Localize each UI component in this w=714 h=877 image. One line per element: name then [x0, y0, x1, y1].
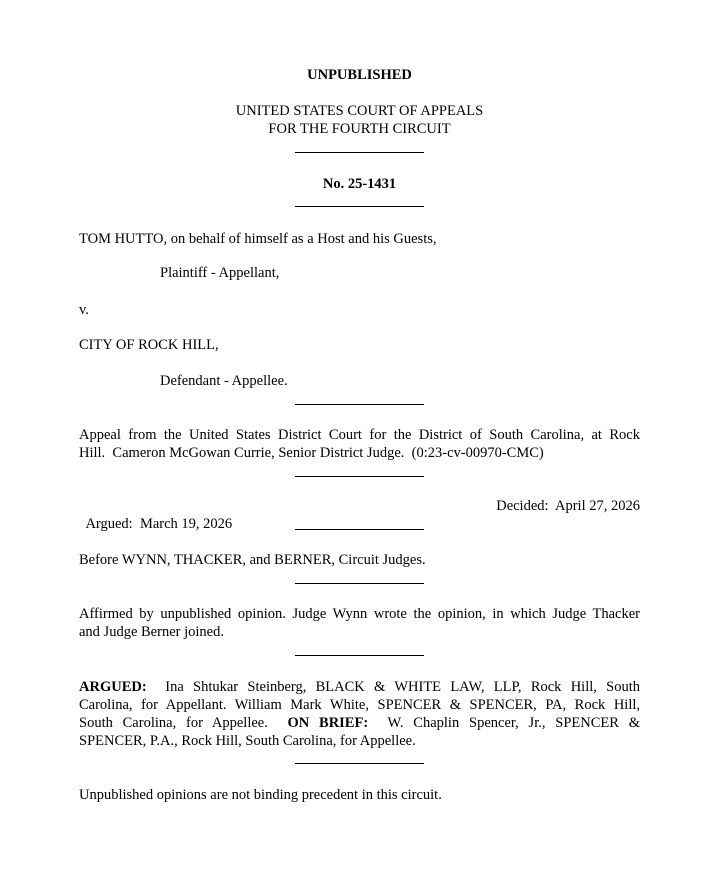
- decided-date: Decided: April 27, 2026: [496, 498, 640, 514]
- defendant-role: Defendant - Appellee.: [160, 373, 288, 389]
- plaintiff-name: TOM HUTTO, on behalf of himself as a Host and his Guests,: [79, 231, 437, 247]
- divider: [295, 206, 424, 207]
- precedent-note: Unpublished opinions are not binding precedent in this circuit.: [79, 787, 442, 803]
- appeal-line2: Hill. Cameron McGowan Currie, Senior District Judge. (0:23-cv-00970-CMC): [79, 445, 544, 461]
- argued-label: ARGUED:: [79, 679, 147, 695]
- counsel-line1: [79, 678, 640, 696]
- divider: [295, 763, 424, 764]
- appeal-line1: Appeal from the United States District Court for the District of South Carolina, at Rock: [79, 427, 640, 443]
- divider: [295, 655, 424, 656]
- case-number: No. 25-1431: [322, 176, 397, 192]
- counsel-text: Ina Shtukar Steinberg, BLACK & WHITE LAW, LLP, Rock Hill, South: [165, 679, 640, 695]
- counsel-line3: [79, 714, 640, 732]
- defendant-name: CITY OF ROCK HILL,: [79, 337, 219, 353]
- divider: [295, 404, 424, 405]
- panel: Before WYNN, THACKER, and BERNER, Circuit Judges.: [79, 552, 426, 568]
- argued-date: Argued: March 19, 2026: [85, 516, 233, 532]
- plaintiff-role: Plaintiff - Appellant,: [160, 265, 280, 281]
- divider: [295, 476, 424, 477]
- versus: v.: [79, 302, 89, 318]
- disposition-line1: Affirmed by unpublished opinion. Judge Wynn wrote the opinion, in which Judge Thacker: [79, 606, 640, 622]
- disposition-line2: and Judge Berner joined.: [79, 624, 224, 640]
- counsel-text: South Carolina, for Appellee.: [79, 715, 268, 731]
- on-brief-label: ON BRIEF:: [287, 715, 369, 731]
- court-name-line1: UNITED STATES COURT OF APPEALS: [235, 103, 484, 119]
- counsel-line2: Carolina, for Appellant. William Mark White, SPENCER & SPENCER, PA, Rock Hill,: [79, 697, 640, 713]
- counsel-line4: SPENCER, P.A., Rock Hill, South Carolina, for Appellee.: [79, 733, 416, 749]
- dates-row: [79, 497, 640, 532]
- divider: [295, 583, 424, 584]
- divider: [295, 152, 424, 153]
- counsel-text: W. Chaplin Spencer, Jr., SPENCER &: [387, 715, 641, 731]
- unpublished-heading: UNPUBLISHED: [307, 67, 412, 83]
- court-name-line2: FOR THE FOURTH CIRCUIT: [268, 121, 451, 137]
- divider: [295, 529, 424, 530]
